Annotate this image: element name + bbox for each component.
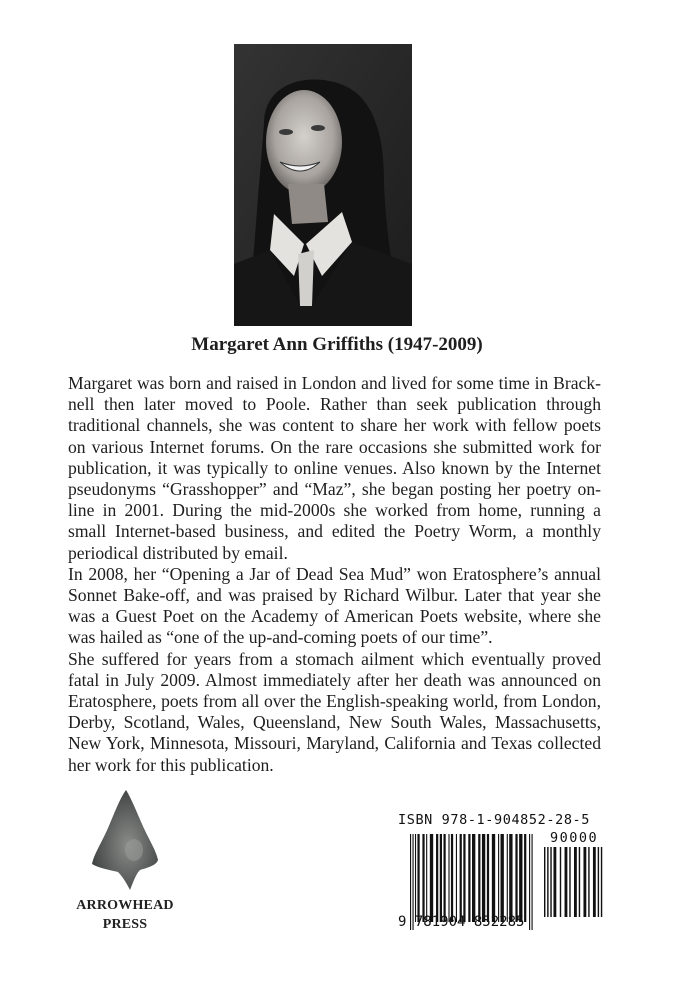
isbn-barcode [398, 812, 628, 942]
barcode-bar [579, 847, 580, 917]
barcode-bar [472, 834, 475, 922]
publisher-logo [60, 788, 190, 934]
bio-line: nell then later moved to Poole. Rather than seek publication through [68, 394, 601, 415]
barcode-bar [519, 834, 522, 922]
barcode-bar [560, 847, 561, 917]
barcode-bar [569, 847, 570, 917]
barcode-bar [550, 847, 551, 917]
ean-digits: 9 781904 852285 [398, 914, 525, 930]
bio-paragraph [52, 564, 601, 649]
arrowhead-icon [90, 788, 160, 892]
barcode-bar [498, 834, 499, 922]
bio-line: publication, it was typically to online venues. Also known by the Internet [68, 457, 601, 478]
barcode-bar [509, 834, 512, 922]
barcode-bar [532, 834, 533, 930]
bio-paragraph [52, 373, 601, 564]
author-bio [52, 373, 601, 776]
bio-line: traditional channels, she was content to share her work with fellow poets [68, 415, 601, 436]
barcode-bar [422, 834, 424, 922]
bio-line: pseudonyms “Grasshopper” and “Maz”, she began posting her poetry on- [68, 479, 601, 500]
bio-line: Sonnet Bake-off, and was praised by Richard Wilbur. Later that year she [68, 585, 601, 606]
addon-barcode-bars [544, 847, 604, 917]
barcode-bar [451, 834, 453, 922]
barcode-bar [415, 834, 416, 922]
bio-line: periodical distributed by email. [68, 542, 288, 563]
bio-line: She suffered for years from a stomach ailment which eventually proved [68, 648, 601, 669]
barcode-bar [482, 834, 485, 922]
barcode-bar [553, 847, 556, 917]
bio-line: New York, Minnesota, Missouri, Maryland, California and Texas collected [68, 733, 601, 754]
barcode-bar [448, 834, 449, 922]
barcode-bar [463, 834, 465, 922]
barcode-bar [440, 834, 442, 922]
bio-line: fatal in July 2009. Almost immediately after her death was announced on [68, 669, 601, 690]
barcode-bar [598, 847, 599, 917]
barcode-bar [417, 834, 419, 922]
barcode-bar [529, 834, 530, 930]
barcode-bar [468, 834, 470, 922]
author-name-heading: Margaret Ann Griffiths (1947-2009) [191, 334, 483, 355]
barcode-bar [460, 834, 462, 922]
bio-line: was a Guest Poet on the Academy of American Poets website, where she [68, 606, 601, 627]
author-portrait-image [234, 44, 412, 326]
barcode-bar [426, 834, 427, 922]
publisher-name-line2: PRESS [102, 917, 148, 932]
bio-line: In 2008, her “Opening a Jar of Dead Sea Mud” won Eratosphere’s annual [68, 563, 601, 584]
barcode-bar [544, 847, 545, 917]
barcode-bar [507, 834, 508, 922]
barcode-addon-digits: 90000 [550, 830, 599, 846]
isbn-label: ISBN 978-1-904852-28-5 [398, 812, 591, 828]
barcode-bar [501, 834, 504, 922]
bio-paragraph [52, 649, 601, 776]
bio-line: Margaret was born and raised in London and lived for some time in Brack- [68, 373, 601, 393]
publisher-name-line1: ARROWHEAD [76, 898, 174, 913]
barcode-bar [443, 834, 445, 922]
barcode-bar [547, 847, 548, 917]
barcode-bar [565, 847, 568, 917]
barcode-bar [430, 834, 433, 922]
bio-line: Eratosphere, poets from all over the English-speaking world, from London, [68, 691, 601, 712]
barcode-bar [487, 834, 489, 922]
bio-line: her work for this publication. [68, 754, 274, 775]
bio-line: on various Internet forums. On the rare occasions she submitted work for [68, 436, 601, 457]
barcode-bar [593, 847, 596, 917]
barcode-bar [456, 834, 457, 922]
author-photo [234, 44, 412, 326]
barcode-bar [583, 847, 586, 917]
bio-line: Derby, Scotland, Wales, Queensland, New South Wales, Massachusetts, [68, 712, 601, 733]
barcode-bar [588, 847, 589, 917]
barcode-bar [478, 834, 480, 922]
bio-line: line in 2001. During the mid-2000s she worked from home, running a [68, 500, 601, 521]
bio-line: small Internet-based business, and edited the Poetry Worm, a monthly [68, 521, 601, 542]
bio-line: was hailed as “one of the up-and-coming poets of our time”. [68, 627, 493, 648]
barcode-bar [515, 834, 517, 922]
barcode-bar [601, 847, 602, 917]
barcode-bar [574, 847, 577, 917]
barcode-bar [436, 834, 438, 922]
barcode-bar [524, 834, 526, 922]
barcode-bar [492, 834, 495, 922]
